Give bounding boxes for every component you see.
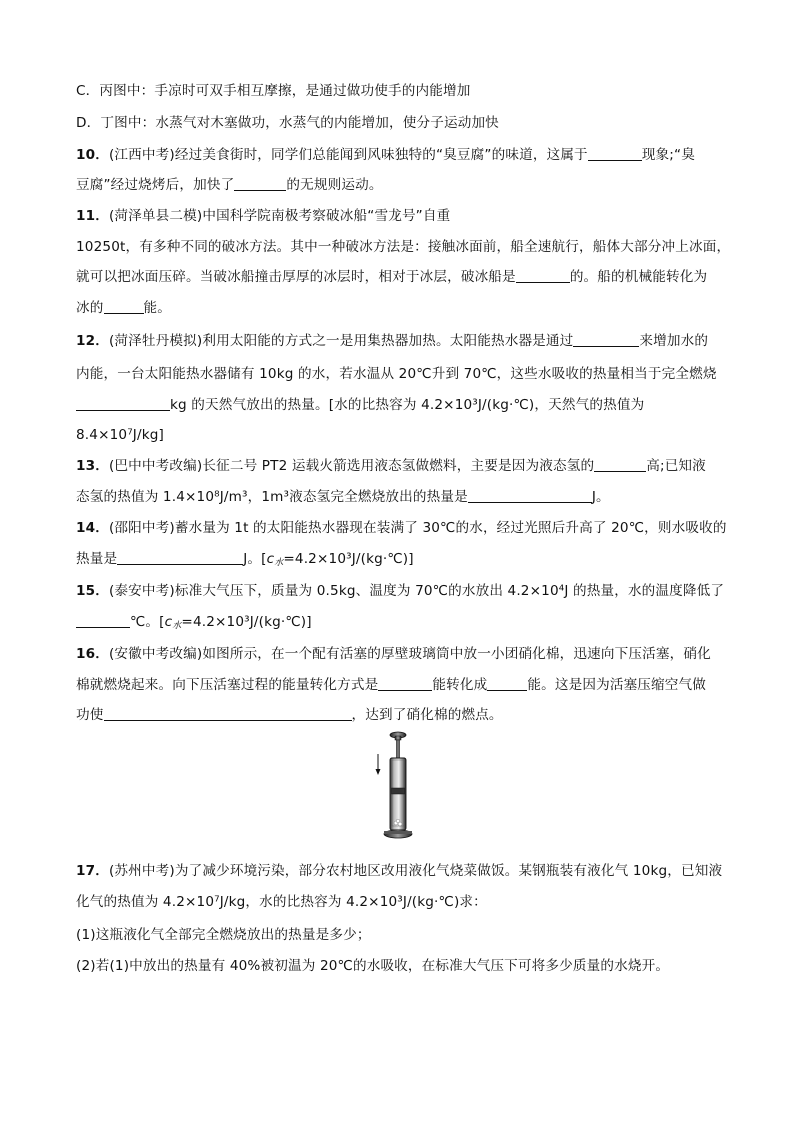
question-10-line-1: 10．(江西中考)经过美食街时，同学们总能闻到风味独特的“臭豆腐”的味道，这属于 现象;“臭 [76, 147, 695, 163]
question-17-line-2: 化气的热值为 4.2×10⁷J/kg，水的比热容为 4.2×10³J/(kg·℃)求： [76, 894, 487, 910]
question-12-line-3: kg 的天然气放出的热量。[水的比热容为 4.2×10³J/(kg·℃)，天然气的热值为 [76, 395, 644, 415]
question-11-line-2: 10250t，有多种不同的破冰方法。其中一种破冰方法是：接触冰面前，船全速航行，船体大部分冲上冰面， [76, 239, 731, 255]
question-12-line-2: 内能，一台太阳能热水器储有 10kg 的水，若水温从 20℃升到 70℃，这些水吸收的热量相当于完全燃烧 [76, 366, 717, 382]
question-13-line-2: 态氢的热值为 1.4×10⁸J/m³，1m³液态氢完全燃烧放出的热量是 J。 [76, 489, 610, 505]
answer-blank[interactable] [76, 396, 170, 411]
question-16-line-3: 功使 ，达到了硝化棉的燃点。 [76, 707, 503, 723]
option-d: D．丁图中：水蒸气对木塞做功，水蒸气的内能增加，使分子运动加快 [76, 115, 499, 131]
question-11-line-1: 11．(菏泽单县二模)中国科学院南极考察破冰船“雪龙号”自重 [76, 208, 451, 224]
down-arrow-icon [376, 754, 381, 775]
question-number: 14． [76, 520, 109, 536]
question-16-line-1: 16．(安徽中考改编)如图所示，在一个配有活塞的厚壁玻璃筒中放一小团硝化棉，迅速向下压活塞，硝化 [76, 646, 711, 662]
answer-blank[interactable] [573, 332, 639, 347]
answer-blank[interactable] [487, 676, 527, 691]
question-11-line-3: 就可以把冰面压碎。当破冰船撞击厚厚的冰层时，相对于冰层，破冰船是 的。船的机械能转化为 [76, 269, 708, 285]
answer-blank[interactable] [76, 613, 130, 628]
question-12-line-4: 8.4×10⁷J/kg] [76, 427, 164, 443]
answer-blank[interactable] [468, 488, 592, 503]
answer-blank[interactable] [378, 676, 432, 691]
question-17-part-2: (2)若(1)中放出的热量有 40%被初温为 20℃的水吸收，在标准大气压下可将多少质量的水烧开。 [76, 958, 670, 974]
answer-blank[interactable] [588, 146, 642, 161]
question-15-line-2: ℃。$[c_水=4.2\times 10^3J/(kg\cdot℃)]$ [76, 612, 312, 636]
question-12-line-1: 12．(菏泽牡丹模拟)利用太阳能的方式之一是用集热器加热。太阳能热水器是通过 来增加水的 [76, 333, 709, 349]
question-14-line-2: 热量是 J。$[c_水=4.2\times 10^3J/(kg\cdot℃)]$ [76, 551, 414, 568]
answer-blank[interactable] [104, 706, 352, 721]
answer-blank[interactable] [104, 299, 144, 314]
question-number: 16． [76, 646, 109, 662]
question-number: 15． [76, 583, 109, 599]
question-17-line-1: 17．(苏州中考)为了减少环境污染，部分农村地区改用液化气烧菜做饭。某钢瓶装有液化气 10kg，已知液 [76, 863, 723, 879]
answer-blank[interactable] [516, 268, 570, 283]
option-c: C．丙图中：手凉时可双手相互摩擦，是通过做功使手的内能增加 [76, 83, 471, 99]
answer-blank[interactable] [234, 176, 286, 191]
question-number: 11． [76, 208, 109, 224]
question-number: 12． [76, 333, 109, 349]
question-16-line-2: 棉就燃烧起来。向下压活塞过程的能量转化方式是 能转化成 能。这是因为活塞压缩空气做 [76, 677, 707, 693]
question-14-line-1: 14．(邵阳中考)蓄水量为 1t 的太阳能热水器现在装满了 30℃的水，经过光照后升高了 20℃，则水吸收的 [76, 520, 727, 536]
question-number: 10． [76, 147, 109, 163]
question-10-line-2: 豆腐”经过烧烤后，加快了 的无规则运动。 [76, 177, 383, 193]
answer-blank[interactable] [594, 457, 646, 472]
answer-blank[interactable] [117, 550, 243, 565]
question-13-line-1: 13．(巴中中考改编)长征二号 PT2 运载火箭选用液态氢做燃料，主要是因为液态氢的 高;已知液 [76, 458, 706, 474]
question-17-part-1: (1)这瓶液化气全部完全燃烧放出的热量是多少； [76, 927, 371, 943]
question-number: 13． [76, 458, 109, 474]
glass-tube-piston-figure [372, 730, 422, 842]
piston-head [392, 788, 405, 794]
question-15-line-1: 15．(泰安中考)标准大气压下，质量为 0.5kg、温度为 70℃的水放出 4.2×10⁴J 的热量，水的温度降低了 [76, 583, 725, 599]
question-11-line-4: 冰的 能。 [76, 300, 171, 316]
question-number: 17． [76, 863, 109, 879]
